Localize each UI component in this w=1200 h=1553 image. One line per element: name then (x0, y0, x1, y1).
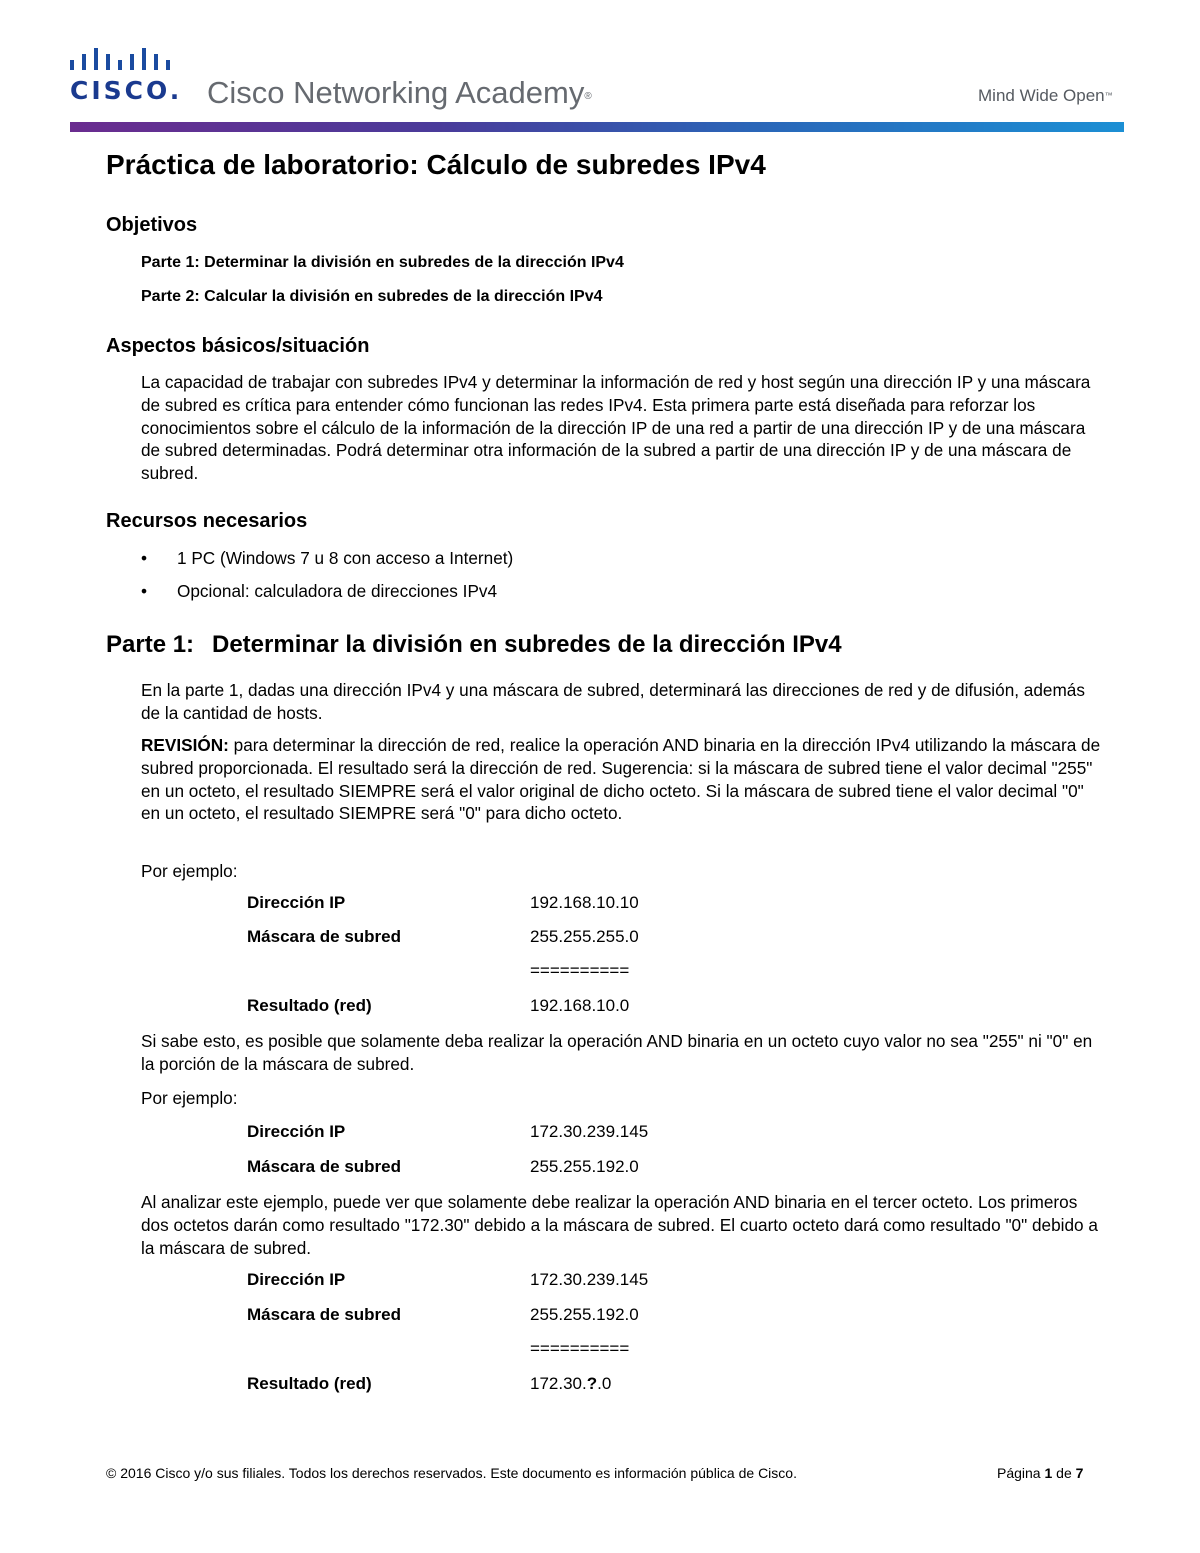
page-number: Página 1 de 7 (997, 1465, 1084, 1481)
example-intro: Por ejemplo: (141, 861, 238, 881)
example-value: 172.30.239.145 (530, 1122, 649, 1141)
part1-heading: Parte 1: Determinar la división en subredes de la dirección IPv4 (106, 631, 842, 658)
example-label: Dirección IP (247, 1270, 346, 1289)
tagline: Mind Wide Open™ (978, 86, 1113, 105)
bullet-icon: • (141, 581, 148, 601)
example-value: 172.30.239.145 (530, 1270, 649, 1289)
example-separator: ========== (530, 961, 630, 980)
objective-item: Parte 2: Calcular la división en subredes de la dirección IPv4 (141, 288, 603, 305)
example-label: Máscara de subred (247, 1305, 402, 1324)
part1-intro: En la parte 1, dadas una dirección IPv4 y una máscara de subred, determinará las direcciones de red y de difusión, además de la cantidad de hosts. (141, 680, 1085, 723)
example-label: Resultado (red) (247, 1374, 372, 1393)
objective-item: Parte 1: Determinar la división en subredes de la dirección IPv4 (141, 254, 624, 271)
academy-title: Cisco Networking Academy® (207, 75, 592, 110)
example-label: Dirección IP (247, 1122, 346, 1141)
example-label: Resultado (red) (247, 996, 372, 1015)
example-label: Máscara de subred (247, 927, 402, 946)
page-title: Práctica de laboratorio: Cálculo de subredes IPv4 (106, 149, 766, 180)
example-value: 255.255.192.0 (530, 1305, 639, 1324)
background-heading: Aspectos básicos/situación (106, 335, 370, 357)
example-label: Máscara de subred (247, 1157, 402, 1176)
example-label: Dirección IP (247, 893, 346, 912)
mid-text: Si sabe esto, es posible que solamente deba realizar la operación AND binaria en un octeto cuyo valor no sea "255" ni "0" en la porción de la máscara de subred. (141, 1031, 1093, 1074)
resources-heading: Recursos necesarios (106, 510, 308, 532)
example-value: 172.30.?.0 (530, 1374, 612, 1393)
header-divider (70, 122, 1124, 132)
cisco-logo-wordmark: CISCO. (70, 76, 183, 105)
bullet-icon: • (141, 548, 148, 568)
example-value: 192.168.10.10 (530, 893, 639, 912)
example-value: 192.168.10.0 (530, 996, 630, 1015)
review-text: REVISIÓN: para determinar la dirección de red, realice la operación AND binaria en la dirección IPv4 utilizando la máscara de subred proporcionada. El resultado será la dirección de red. Sugerencia: si la máscara de subred tiene el valor decimal "255" en un octeto, el resultado SIEMPRE será el valor original de dicho octeto. Si la máscara de subred tiene el valor decimal "0" en un octeto, el resultado SIEMPRE será "0" para dicho octeto. (141, 735, 1101, 824)
example-value: 255.255.255.0 (530, 927, 639, 946)
analysis-text: Al analizar este ejemplo, puede ver que solamente debe realizar la operación AND binaria en el tercer octeto. Los primeros dos octetos darán como resultado "172.30" debido a la máscara de subred. El cuarto octeto dará como resultado "0" debido a la máscara de subred. (141, 1192, 1098, 1258)
example-value: 255.255.192.0 (530, 1157, 639, 1176)
cisco-logo-bars-icon (70, 44, 178, 74)
footer-copyright: © 2016 Cisco y/o sus filiales. Todos los derechos reservados. Este documento es información pública de Cisco. (106, 1465, 797, 1481)
objectives-heading: Objetivos (106, 214, 198, 236)
example-intro: Por ejemplo: (141, 1088, 238, 1108)
background-text: La capacidad de trabajar con subredes IPv4 y determinar la información de red y host según una dirección IP y una máscara de subred es crítica para entender cómo funcionan las redes IPv4. Esta primera parte está diseñada para reforzar los conocimientos sobre el cálculo de la información de la dirección IP de una red a partir de una dirección IP y de una máscara de subred determinadas. Podrá determinar otra información de la subred a partir de una dirección IP y de una máscara de subred. (141, 372, 1091, 484)
example-separator: ========== (530, 1339, 630, 1358)
